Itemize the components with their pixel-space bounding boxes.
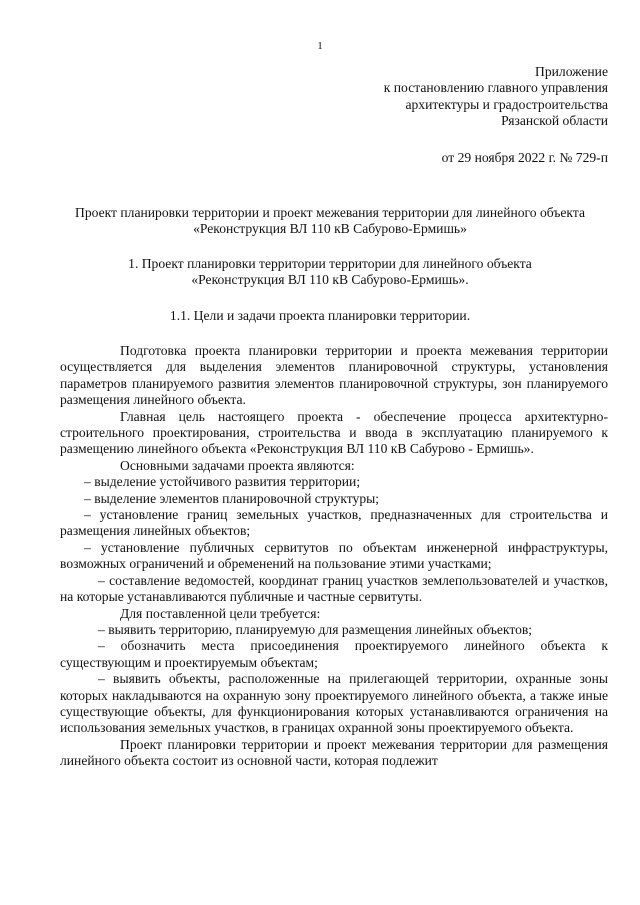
section-heading-1: 1. Проект планировки территории территории для линейного объекта «Реконструкция ВЛ 110 кВ Сабурово-Ермишь». — [128, 256, 532, 288]
paragraph: Для поставленной цели требуется: — [120, 605, 321, 621]
appendix-line: к постановлению главного управления — [383, 80, 608, 96]
paragraph: Главная цель настоящего проекта - обеспечение процесса архитектурно-строительного проектирования, строительства и ввода в эксплуатацию планируемого к размещению линейного объекта «Реконструкция ВЛ 110 кВ Сабурово - Ермишь». — [60, 408, 608, 457]
paragraph: Основными задачами проекта являются: — [120, 457, 355, 473]
resolution-date: от 29 ноября 2022 г. № 729-п — [441, 150, 608, 165]
list-item: – установление публичных сервитутов по объектам инженерной инфраструктуры, возможных ограничений и обременений на пользование этими участками; — [60, 539, 608, 572]
appendix-line: архитектуры и градостроительства — [405, 96, 608, 112]
body-text — [60, 343, 608, 770]
list-item: – выявить объекты, расположенные на прилегающей территории, охранные зоны которых накладываются на охранную зону проектируемого линейного объекта, а также иные существующие объекты, для функционирования которых устанавливаются ограничения на использования земельных участков, в границах охранной зоны проектируемого объекта. — [60, 671, 608, 736]
document-title: Проект планировки территории и проект межевания территории для линейного объекта «Реконструкция ВЛ 110 кВ Сабурово-Ермишь» — [75, 205, 585, 237]
list-item: – выделение устойчивого развития территории; — [84, 474, 361, 490]
list-item: – обозначить места присоединения проектируемого линейного объекта к существующим и проектируемым объектам; — [60, 638, 608, 670]
section-heading-1-1: 1.1. Цели и задачи проекта планировки территории. — [169, 308, 471, 323]
page-number: 1 — [317, 40, 323, 52]
appendix-line: Рязанской области — [501, 113, 608, 129]
appendix-line: Приложение — [535, 64, 608, 79]
paragraph: Подготовка проекта планировки территории и проекта межевания территории осуществляется для выделения элементов планировочной структуры, установления параметров планируемого развития элементов планировочной структуры, зон планируемого размещения линейного объекта. — [60, 343, 608, 408]
list-item: – составление ведомостей, координат границ участков землепользователей и участков, на которые устанавливаются публичные и частные сервитуты. — [60, 572, 608, 605]
list-item: – выявить территорию, планируемую для размещения линейных объектов; — [98, 621, 533, 637]
list-item: – выделение элементов планировочной структуры; — [84, 490, 380, 506]
paragraph: Проект планировки территории и проект межевания территории для размещения линейного объекта состоит из основной части, которая подлежит — [60, 736, 608, 769]
appendix-header — [384, 64, 608, 130]
list-item: – установление границ земельных участков, предназначенных для строительства и размещения линейных объектов; — [60, 507, 608, 539]
